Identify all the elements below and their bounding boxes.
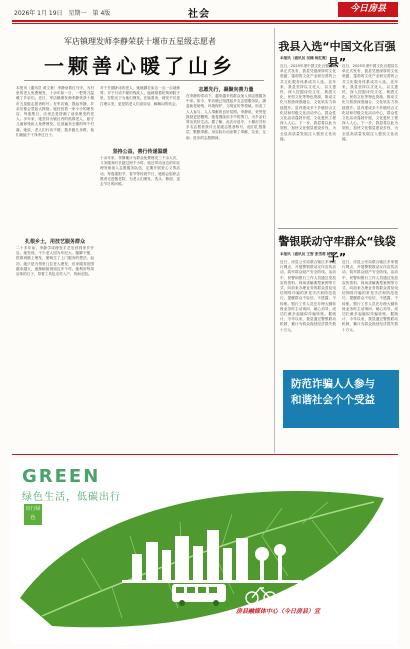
lead-col2b: 十余年来，李静累计为群众免费理发三千余人次，义务服务时长超过两千小时。她还带动身边的年轻理发师加入志愿服务队伍，定期开展爱心义剪活动。每逢重阳节、春节等传统节日，她都会组织志愿者走进敬老院，为老人们理发、洗头、修面，送去节日的问候。 [100,156,180,187]
antifraud-body-col1: 近日，房县公安局联合辖区多家银行网点，开展警银联动反诈宣传活动，筑牢群众财产安全防线。活动中，民警和银行工作人员通过发放宣传资料、现场讲解典型案例等方式，向前来办理业务的群众普及电信网络诈骗的常见手法和防范技巧，提醒群众不轻信、不透露、不转账。银行工作人员在办理大额转账业务时主动询问、耐心劝导，成功拦截多起疑似诈骗转账。据统计，今年以来，我县通过警银联动机制，累计为群众挽回经济损失数十万元。 [280,260,336,332]
header-rule-thin [12,23,398,24]
headline-rule [24,80,264,81]
lead-col2-subhead: 坚持公益，善行传递温暖 [112,149,168,155]
masthead-logo: 今日房县 [338,2,398,17]
story-separator [278,228,398,229]
culture-headline: 我县入选“中国文化百强县” [278,40,396,69]
culture-body-col1: 近日，2025年度中国文化百强县名单正式发布，我县凭借深厚的文化底蕴、蓬勃的文化产业和完善的公共文化服务体系成功入选。近年来，我县坚持以文化人、以文惠民，深入挖掘诗经文化、黄酒文化、民俗文化等特色资源，推动文化与旅游深度融合，文化软实力持续提升。县内建成多个乡镇综合文化站和村级文化活动中心，群众性文化活动蓬勃开展，文化惠民工程深入人心。下一步，我县将以此为契机，加快文化强县建设步伐，为全县高质量发展注入强劲文化动能。 [280,64,336,141]
antifraud-byline: 本报讯（通讯员 王智 张雪莉 杨颖） [280,252,338,256]
column-divider [274,28,275,453]
ad-title: GREEN [22,466,101,487]
promo-line-1: 防范诈骗人人参与 [291,378,375,390]
lead-subhead: 军店镇理发师李静荣获十堰市五星级志愿者 [64,37,216,46]
promo-line-2: 和谐社会个个受益 [291,394,375,406]
ad-subtitle: 绿色生活，低碳出行 [22,492,121,503]
lead-headline: 一颗善心暖了山乡 [44,54,236,78]
antifraud-headline: 警银联动守牢群众“钱袋子” [278,235,396,264]
lead-col1-subhead: 扎根乡土，用技艺服务群众 [24,239,85,245]
lead-col1: 本报讯（通讯员 黄文豪）李静身着红马甲，为村里的老人免费理发，十余年如一日，一把剪刀温暖了乡亲们。近日，军店镇理发师李静荣获十堰市五星级志愿者称号。在军店镇，提起李静，乡亲们都会竖起大拇指。她经营着一家小小的理发店，每逢集日，店里总是挤满了前来理发的老人。多年来，她坚持为辖区内的孤寡老人、留守儿童和残疾人免费理发，足迹遍布全镇的每个村落。她说，老人们行动不便，我多跑几步路，他们就能干干净净过日子。 [16,86,94,137]
lead-col2: 对于长期卧床的老人，她就蹲在床边一点一点地修剪；对于行动不便的残疾人，她就推着轮椅到院子里，在阳光下为他们理发。在她看来，理发不仅是打理头发，更是陪老人们说说话、解解闷的机会。 [100,86,180,106]
ad-stamp: 出行绿色 [24,504,42,525]
culture-body-col2: 近日，2025年度中国文化百强县名单正式发布，我县凭借深厚的文化底蕴、蓬勃的文化产业和完善的公共文化服务体系成功入选。近年来，我县坚持以文化人、以文惠民，深入挖掘诗经文化、黄酒文化、民俗文化等特色资源，推动文化与旅游深度融合，文化软实力持续提升。县内建成多个乡镇综合文化站和村级文化活动中心，群众性文化活动蓬勃开展，文化惠民工程深入人心。下一步，我县将以此为契机，加快文化强县建设步伐，为全县高质量发展注入强劲文化动能。 [342,64,398,141]
ad-top-rule [12,454,398,455]
header-rule [12,20,398,22]
antifraud-body-col2: 近日，房县公安局联合辖区多家银行网点，开展警银联动反诈宣传活动，筑牢群众财产安全防线。活动中，民警和银行工作人员通过发放宣传资料、现场讲解典型案例等方式，向前来办理业务的群众普及电信网络诈骗的常见手法和防范技巧，提醒群众不轻信、不透露、不转账。银行工作人员在办理大额转账业务时主动询问、耐心劝导，成功拦截多起疑似诈骗转账。据统计，今年以来，我县通过警银联动机制，累计为群众挽回经济损失数十万元。 [342,260,398,332]
lead-col3-subhead: 志愿先行，凝聚向善力量 [198,87,254,93]
ad-credit: 房县融媒体中心（今日房县）宣 [236,608,321,615]
lead-col3: 在李静的带动下，越来越多的群众加入到志愿服务中来。如今，军店镇已组建起多支志愿服务队，涵盖助老助残、环境保护、文明宣传等领域，形成了人人参与、人人奉献的良好氛围。李静说，荣誉是鼓励更是鞭策，她将继续用手中的剪刀，为乡亲们剪出美好生活。据了解，此次评选中，十堰市共有多名志愿者获评五星级志愿者称号，他们扎根基层、默默奉献，用实际行动诠释了奉献、友爱、互助、进步的志愿精神。 [186,94,266,140]
lead-col1b: 二十多年前，李静学成理发手艺后回到家乡开店。她发现，不少老人因为年纪大、腿脚不便，很难到镇上理发，便萌生了上门服务的想法。起初，她只是为邻里几位老人理发，后来服务范围越来越大，逐渐辐射到周边多个村。她利用每周店休的日子，背着工具包走村入户，风雨无阻。 [16,246,94,277]
antifraud-promo-box [283,370,399,428]
date-line: 2026年 1月 19日 星期一 第 4版 [14,10,111,17]
culture-byline: 本报讯（通讯员 吴楠 杨红霞） [280,56,330,60]
section-title: 社会 [188,9,210,20]
